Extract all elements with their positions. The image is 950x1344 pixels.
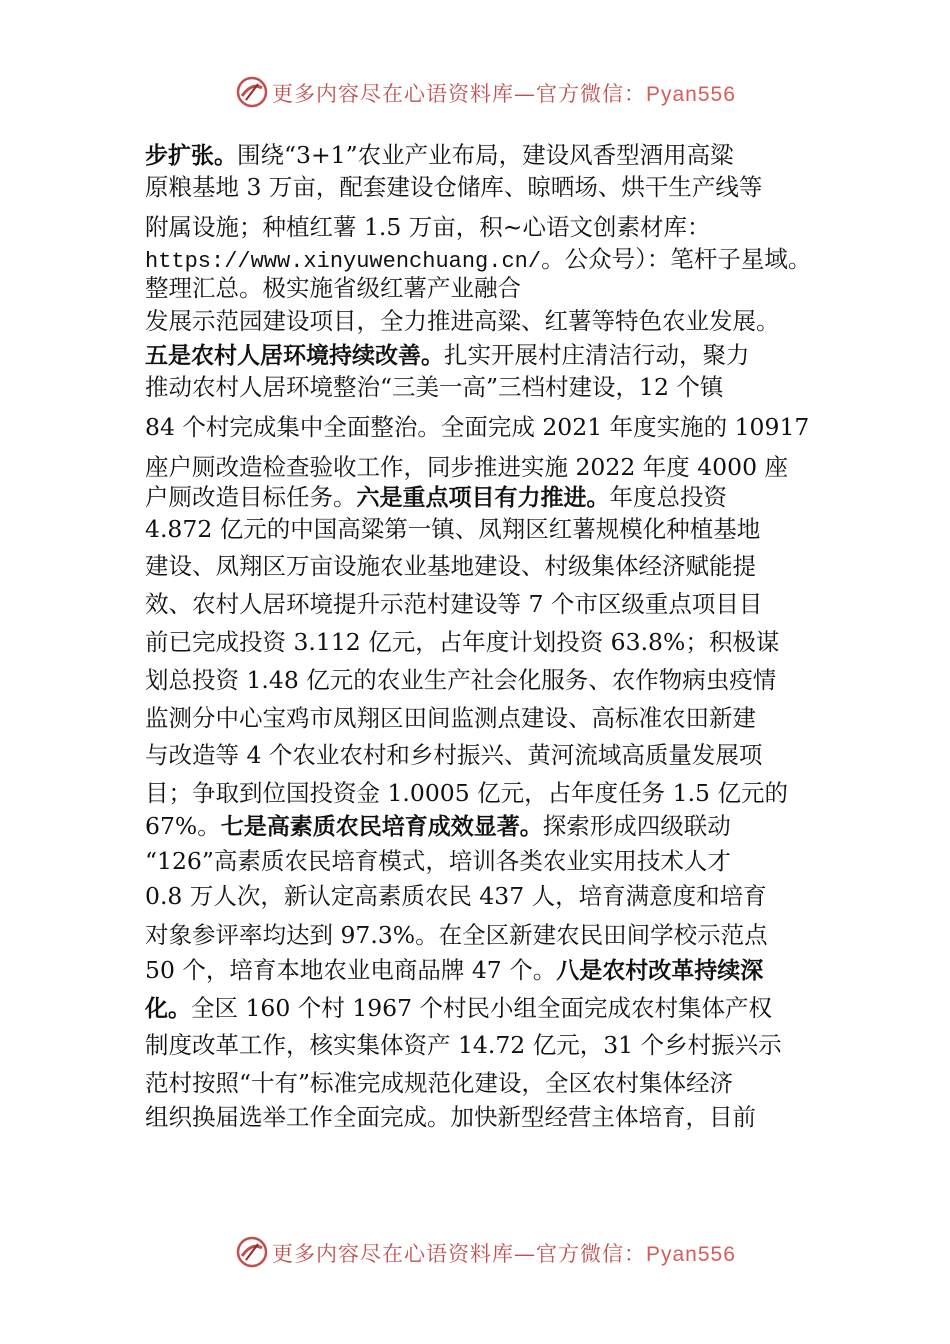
- text-segment: 84 个村完成集中全面整治。全面完成 2021 年度实施的 10917: [145, 413, 810, 441]
- text-segment: 原粮基地 3 万亩，配套建设仓储库、晾晒场、烘干生产线等: [145, 173, 763, 201]
- text-line: [145, 372, 723, 402]
- text-line: [145, 993, 772, 1024]
- text-segment: 与改造等 4 个农业农村和乡村振兴、黄河流域高质量发展项: [145, 741, 763, 769]
- text-segment: 。公众号）：笔杆子星域。: [541, 245, 812, 273]
- text-line: [145, 273, 521, 303]
- text-line: [145, 589, 762, 619]
- text-segment: 户厕改造目标任务。: [145, 483, 357, 511]
- text-segment: “126”高素质农民培育模式，培训各类农业实用技术人才: [145, 847, 731, 875]
- text-line: [145, 1102, 756, 1132]
- url-text: https://www.xinyuwenchuang.cn/: [145, 249, 542, 274]
- text-segment: 探索形成四级联动: [542, 812, 731, 840]
- text-line: [145, 627, 779, 657]
- text-segment: 建设、凤翔区万亩设施农业基地建设、村级集体经济赋能提: [145, 552, 756, 580]
- text-line: [145, 452, 788, 482]
- text-segment: 组织换届选举工作全面完成。加快新型经营主体培育，目前: [145, 1103, 756, 1131]
- bold-heading: 步扩张。: [145, 143, 237, 169]
- text-line: [145, 665, 776, 695]
- text-segment: 发展示范园建设项目，全力推进高粱、红薯等特色农业发展。: [145, 307, 780, 335]
- text-segment: 制度改革工作，核实集体资产 14.72 亿元，31 个乡村振兴示: [145, 1031, 782, 1059]
- text-line: [145, 340, 750, 371]
- text-segment: 划总投资 1.48 亿元的农业生产社会化服务、农作物病虫疫情: [145, 666, 777, 694]
- text-segment: 推动农村人居环境整治“三美一高”三档村建设，12 个镇: [145, 373, 724, 401]
- banner-text: 更多内容尽在心语资料库—官方微信：Pyan556: [272, 82, 736, 106]
- text-segment: 附属设施；种植红薯 1.5 万亩，积~心语文创素材库：: [145, 213, 711, 241]
- text-line: [145, 740, 762, 770]
- text-line: [145, 920, 768, 950]
- text-line: [145, 306, 780, 336]
- bold-heading: 七是高素质农民培育成效显著。: [220, 814, 543, 840]
- text-segment: 监测分中心宝鸡市凤翔区田间监测点建设、高标准农田新建: [145, 704, 756, 732]
- text-line: [145, 1068, 733, 1098]
- logo-icon: [234, 1234, 270, 1270]
- text-line: [145, 212, 711, 242]
- text-segment: 50 个，培育本地农业电商品牌 47 个。: [145, 956, 557, 984]
- text-segment: 67%。: [145, 812, 221, 840]
- text-line: [145, 514, 760, 544]
- text-segment: 效、农村人居环境提升示范村建设等 7 个市区级重点项目目: [145, 590, 763, 618]
- text-line: [145, 811, 731, 842]
- text-line: [145, 140, 734, 171]
- text-line: [145, 172, 762, 202]
- bold-heading: 五是农村人居环境持续改善。: [145, 343, 444, 369]
- text-segment: 0.8 万人次，新认定高素质农民 437 人，培育满意度和培育: [145, 882, 767, 910]
- bold-heading: 化。: [145, 996, 191, 1022]
- text-line: [145, 482, 727, 513]
- text-line: [145, 955, 763, 986]
- text-segment: 目；争取到位国投资金 1.0005 亿元，占年度任务 1.5 亿元的: [145, 779, 788, 807]
- text-segment: 围绕“3+1”农业产业布局，建设风香型酒用高粱: [237, 141, 734, 169]
- text-line: [145, 881, 767, 911]
- text-line: [145, 412, 809, 442]
- text-segment: 前已完成投资 3.112 亿元，占年度计划投资 63.8%；积极谋: [145, 628, 780, 656]
- text-segment: 座户厕改造检查验收工作，同步推进实施 2022 年度 4000 座: [145, 453, 788, 481]
- text-segment: 对象参评率均达到 97.3%。在全区新建农民田间学校示范点: [145, 921, 768, 949]
- bold-heading: 六是重点项目有力推进。: [356, 485, 610, 511]
- header-banner: [0, 72, 950, 112]
- text-segment: 整理汇总。极实施省级红薯产业融合: [145, 274, 521, 302]
- text-segment: 全区 160 个村 1967 个村民小组全面完成农村集体产权: [191, 994, 773, 1022]
- footer-banner: [0, 1232, 950, 1272]
- bold-heading: 八是农村改革持续深: [556, 958, 764, 984]
- text-line: [145, 703, 756, 733]
- text-line: [145, 551, 756, 581]
- logo-icon: [234, 74, 270, 110]
- text-segment: 范村按照“十有”标准完成规范化建设，全区农村集体经济: [145, 1069, 734, 1097]
- text-segment: 4.872 亿元的中国高粱第一镇、凤翔区红薯规模化种植基地: [145, 515, 761, 543]
- banner-text: 更多内容尽在心语资料库—官方微信：Pyan556: [272, 1242, 736, 1266]
- text-segment: 年度总投资: [609, 483, 727, 511]
- text-line: [145, 1030, 782, 1060]
- text-line: [145, 846, 731, 876]
- text-segment: 扎实开展村庄清洁行动，聚力: [444, 341, 750, 369]
- text-line: [145, 778, 788, 808]
